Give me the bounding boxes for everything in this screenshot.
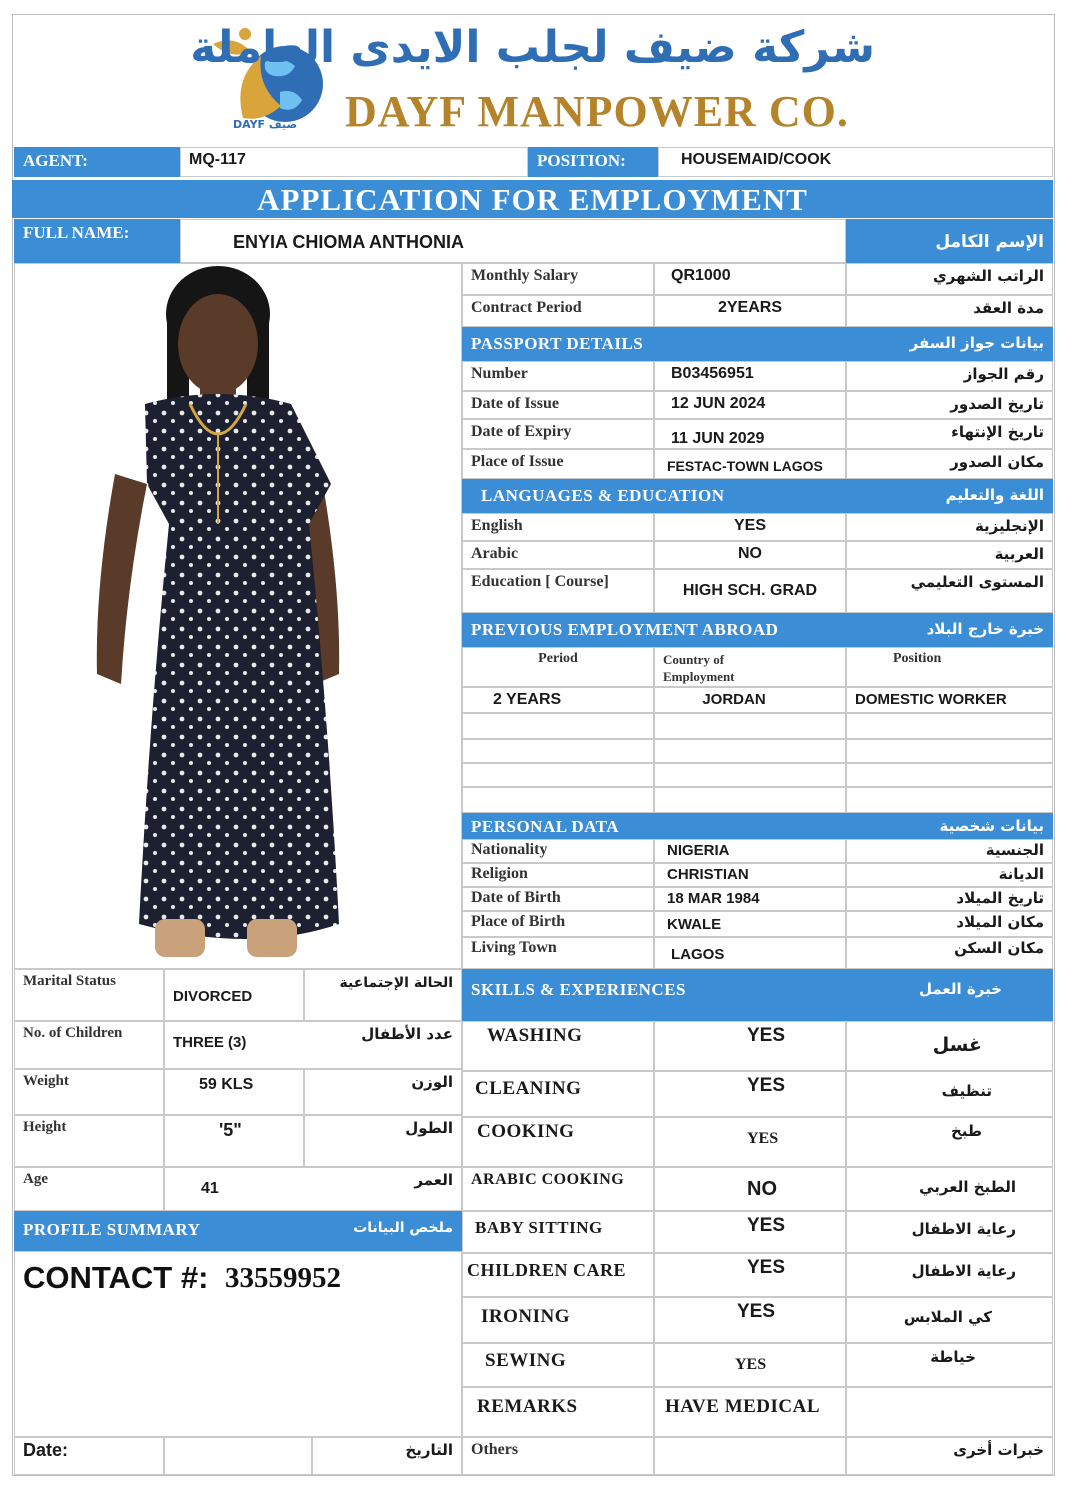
skill-arabic-cooking-value: NO (654, 1167, 846, 1211)
skill-arabic-cooking-label-ar: الطبخ العربي (846, 1167, 1053, 1211)
personal-data-header-ar: بيانات شخصية (846, 813, 1053, 839)
skill-cleaning-label-ar: تنظيف (846, 1071, 1053, 1117)
age-value: 41 (164, 1167, 304, 1211)
remarks-label: REMARKS (462, 1387, 654, 1437)
applicant-photo (14, 263, 462, 969)
position-label: POSITION: (528, 147, 658, 177)
col-position: Position (846, 647, 1053, 687)
arabic-value: NO (654, 541, 846, 569)
passport-number-label-ar: رقم الجواز (846, 361, 1053, 391)
skill-sewing-value: YES (654, 1343, 846, 1387)
prev-empty-cell (654, 787, 846, 813)
salary-label: Monthly Salary (462, 263, 654, 295)
prev-row-period: 2 YEARS (462, 687, 654, 713)
languages-header-ar: اللغة والتعليم (846, 479, 1053, 513)
profile-summary-body (14, 1251, 462, 1437)
prev-empty-cell (846, 787, 1053, 813)
living-town-label: Living Town (462, 937, 654, 969)
dob-label-ar: تاريخ الميلاد (846, 887, 1053, 911)
company-name-english: DAYF MANPOWER CO. (345, 87, 849, 136)
skill-ironing-value: YES (654, 1297, 846, 1343)
prev-empty-cell (462, 739, 654, 763)
full-name-label-ar: الإسم الكامل (846, 219, 1053, 263)
height-value: '5" (164, 1115, 304, 1167)
marital-status-label: Marital Status (14, 969, 164, 1021)
profile-summary-header: PROFILE SUMMARY (14, 1211, 304, 1251)
skills-header-ar: خبرة العمل (846, 969, 1053, 1021)
pob-label-ar: مكان الميلاد (846, 911, 1053, 937)
passport-number-value: B03456951 (654, 361, 846, 391)
education-label-ar: المستوى التعليمي (846, 569, 1053, 613)
others-value (654, 1437, 846, 1475)
issue-date-value: 12 JUN 2024 (654, 391, 846, 419)
weight-label-ar: الوزن (304, 1069, 462, 1115)
english-label-ar: الإنجليزية (846, 513, 1053, 541)
place-of-issue-value: FESTAC-TOWN LAGOS (654, 449, 846, 479)
skill-sewing-label-ar: خياطة (846, 1343, 1053, 1387)
pob-label: Place of Birth (462, 911, 654, 937)
skill-washing-value: YES (654, 1021, 846, 1071)
passport-header-ar: بيانات جواز السفر (846, 327, 1053, 361)
education-label: Education [ Course] (462, 569, 654, 613)
prev-empty-cell (846, 713, 1053, 739)
full-name-value: ENYIA CHIOMA ANTHONIA (180, 219, 846, 263)
col-country: Country of Employment (654, 647, 846, 687)
weight-value: 59 KLS (164, 1069, 304, 1115)
age-label: Age (14, 1167, 164, 1211)
profile-summary-header-ar: ملخص البيانات (304, 1211, 462, 1251)
prev-empty-cell (654, 739, 846, 763)
english-label: English (462, 513, 654, 541)
marital-status-value: DIVORCED (164, 969, 304, 1021)
living-town-label-ar: مكان السكن (846, 937, 1053, 969)
others-label: Others (462, 1437, 654, 1475)
contract-value: 2YEARS (654, 295, 846, 327)
remarks-ar-empty (846, 1387, 1053, 1437)
col-period: Period (462, 647, 654, 687)
logo-text: DAYF ضيف (233, 118, 298, 131)
nationality-label-ar: الجنسية (846, 839, 1053, 863)
height-label: Height (14, 1115, 164, 1167)
skill-cleaning-label: CLEANING (462, 1071, 654, 1117)
prev-empty-cell (462, 787, 654, 813)
prev-empty-cell (462, 763, 654, 787)
issue-date-label-ar: تاريخ الصدور (846, 391, 1053, 419)
religion-value: CHRISTIAN (654, 863, 846, 887)
prev-row-position: DOMESTIC WORKER (846, 687, 1053, 713)
living-town-value: LAGOS (654, 937, 846, 969)
prev-row-country: JORDAN (654, 687, 846, 713)
skills-header: SKILLS & EXPERIENCES (462, 969, 846, 1021)
languages-header: LANGUAGES & EDUCATION (462, 479, 846, 513)
expiry-date-label-ar: تاريخ الإنتهاء (846, 419, 1053, 449)
religion-label-ar: الديانة (846, 863, 1053, 887)
date-value (164, 1437, 312, 1475)
nationality-value: NIGERIA (654, 839, 846, 863)
prev-empty-cell (654, 713, 846, 739)
prev-empty-cell (846, 739, 1053, 763)
expiry-date-value: 11 JUN 2029 (654, 419, 846, 449)
personal-data-header: PERSONAL DATA (462, 813, 846, 839)
prev-empty-cell (462, 713, 654, 739)
skill-washing-label: WASHING (462, 1021, 654, 1071)
skill-cooking-label: COOKING (462, 1117, 654, 1167)
children-label: No. of Children (14, 1021, 164, 1069)
previous-employment-header-ar: خبرة خارج البلاد (846, 613, 1053, 647)
company-name-arabic: شركة ضيف لجلب الايدى العاملة (190, 22, 875, 73)
salary-value: QR1000 (654, 263, 846, 295)
contract-label-ar: مدة العقد (846, 295, 1053, 327)
religion-label: Religion (462, 863, 654, 887)
skill-children-care-label-ar: رعاية الاطفال (846, 1253, 1053, 1297)
position-value: HOUSEMAID/COOK (658, 147, 1053, 177)
agent-label: AGENT: (14, 147, 180, 177)
passport-header: PASSPORT DETAILS (462, 327, 846, 361)
skill-cooking-label-ar: طبخ (846, 1117, 1053, 1167)
dob-value: 18 MAR 1984 (654, 887, 846, 911)
weight-label: Weight (14, 1069, 164, 1115)
skill-baby-sitting-label-ar: رعاية الاطفال (846, 1211, 1053, 1253)
skill-children-care-value: YES (654, 1253, 846, 1297)
contact-value: 33559952 (225, 1262, 341, 1294)
skill-children-care-label: CHILDREN CARE (462, 1253, 654, 1297)
expiry-date-label: Date of Expiry (462, 419, 654, 449)
contact-label: CONTACT #: (23, 1260, 209, 1295)
form-title: APPLICATION FOR EMPLOYMENT (12, 180, 1053, 218)
skill-baby-sitting-value: YES (654, 1211, 846, 1253)
previous-employment-header: PREVIOUS EMPLOYMENT ABROAD (462, 613, 846, 647)
skill-cooking-value: YES (654, 1117, 846, 1167)
english-value: YES (654, 513, 846, 541)
issue-date-label: Date of Issue (462, 391, 654, 419)
marital-status-label-ar: الحالة الإجتماعية (304, 969, 462, 1021)
arabic-label-ar: العربية (846, 541, 1053, 569)
arabic-label: Arabic (462, 541, 654, 569)
others-label-ar: خبرات أخرى (846, 1437, 1053, 1475)
pob-value: KWALE (654, 911, 846, 937)
height-label-ar: الطول (304, 1115, 462, 1167)
skill-washing-label-ar: غسل (846, 1021, 1053, 1071)
date-label: Date: (14, 1437, 164, 1475)
age-label-ar: العمر (304, 1167, 462, 1211)
place-of-issue-label: Place of Issue (462, 449, 654, 479)
prev-empty-cell (846, 763, 1053, 787)
prev-empty-cell (654, 763, 846, 787)
date-label-ar: التاريخ (312, 1437, 462, 1475)
children-value: THREE (3) (164, 1021, 304, 1069)
skill-baby-sitting-label: BABY SITTING (462, 1211, 654, 1253)
salary-label-ar: الراتب الشهري (846, 263, 1053, 295)
education-value: HIGH SCH. GRAD (654, 569, 846, 613)
nationality-label: Nationality (462, 839, 654, 863)
remarks-value: HAVE MEDICAL (654, 1387, 846, 1437)
skill-arabic-cooking-label: ARABIC COOKING (462, 1167, 654, 1211)
skill-sewing-label: SEWING (462, 1343, 654, 1387)
full-name-label: FULL NAME: (14, 219, 180, 263)
place-of-issue-label-ar: مكان الصدور (846, 449, 1053, 479)
dob-label: Date of Birth (462, 887, 654, 911)
contract-label: Contract Period (462, 295, 654, 327)
children-label-ar: عدد الأطفال (304, 1021, 462, 1069)
agent-value: MQ-117 (180, 147, 528, 177)
skill-ironing-label: IRONING (462, 1297, 654, 1343)
passport-number-label: Number (462, 361, 654, 391)
skill-cleaning-value: YES (654, 1071, 846, 1117)
skill-ironing-label-ar: كي الملابس (846, 1297, 1053, 1343)
